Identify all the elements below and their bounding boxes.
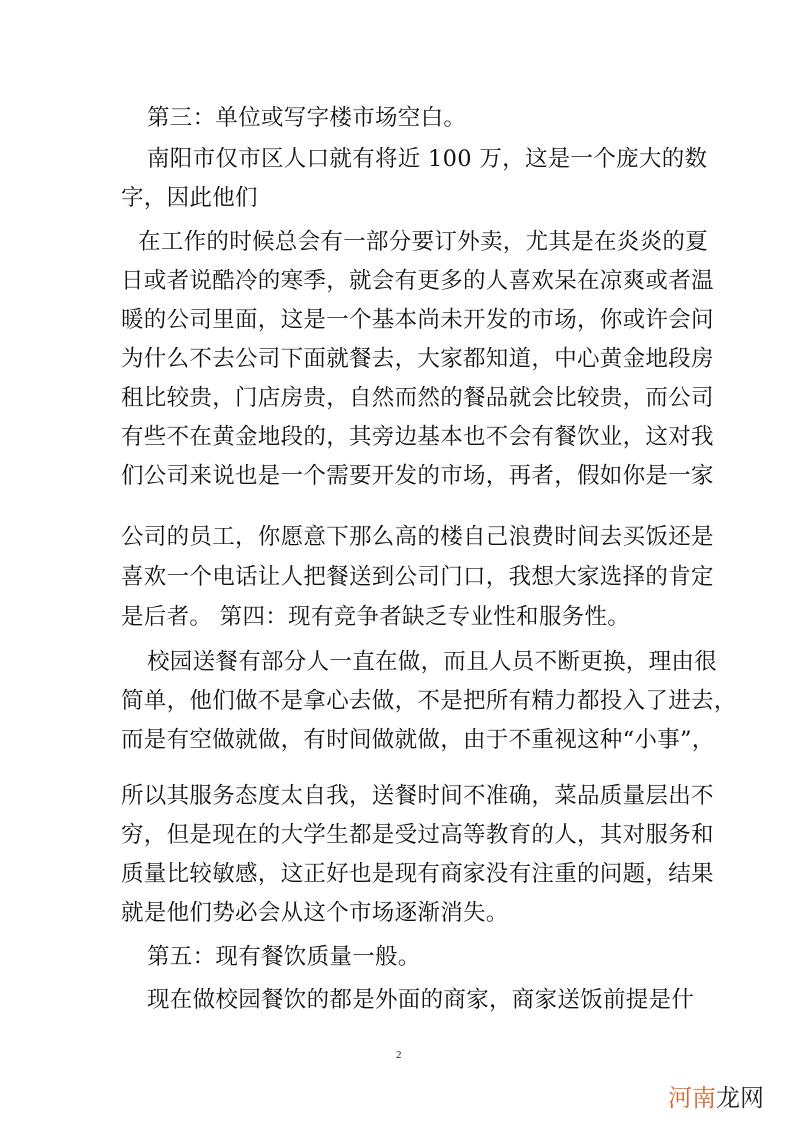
text-line: 是后者。 第四：现有竞争者缺乏专业性和服务性。	[121, 604, 631, 630]
text-line: 穷，但是现在的大学生都是受过高等教育的人，其对服务和	[121, 822, 714, 848]
text-line: 有些不在黄金地段的，其旁边基本也不会有餐饮业，这对我	[121, 424, 714, 450]
text-line: 现在做校园餐饮的都是外面的商家，商家送饭前提是什	[147, 987, 695, 1013]
text-line: 暖的公司里面，这是一个基本尚未开发的市场，你或许会问	[121, 307, 714, 333]
site-watermark	[668, 1078, 764, 1113]
text-line: 南阳市仅市区人口就有将近 100 万，这是一个庞大的数	[147, 146, 708, 172]
text-line: 第三：单位或写字楼市场空白。	[147, 105, 467, 131]
text-line: 校园送餐有部分人一直在做，而且人员不断更换，理由很	[147, 649, 718, 675]
text-line: 喜欢一个电话让人把餐送到公司门口，我想大家选择的肯定	[121, 564, 714, 590]
page-number: 2	[396, 1049, 402, 1061]
text-line: 质量比较敏感，这正好也是现有商家没有注重的问题，结果	[121, 861, 714, 887]
watermark-accent-text: 河南	[668, 1084, 716, 1112]
text-line: 简单，他们做不是拿心去做，不是把所有精力都投入了进去，	[121, 688, 737, 714]
text-line: 而是有空做就做，有时间做就做，由于不重视这种“小事”，	[121, 727, 715, 753]
text-line: 所以其服务态度太自我，送餐时间不准确，菜品质量层出不	[121, 783, 714, 809]
text-line: 租比较贵，门店房贵，自然而然的餐品就会比较贵，而公司	[121, 385, 714, 411]
text-line: 字，因此他们	[121, 185, 258, 211]
text-line: 就是他们势必会从这个市场逐渐消失。	[121, 900, 509, 926]
watermark-dark-text: 龙网	[716, 1084, 764, 1112]
text-line: 公司的员工，你愿意下那么高的楼自己浪费时间去买饭还是	[121, 524, 714, 550]
text-line: 在工作的时候总会有一部分要订外卖，尤其是在炎炎的夏	[138, 229, 709, 255]
text-line: 们公司来说也是一个需要开发的市场，再者，假如你是一家	[121, 463, 714, 489]
text-line: 第五：现有餐饮质量一般。	[147, 944, 421, 970]
text-line: 为什么不去公司下面就餐去，大家都知道，中心黄金地段房	[121, 346, 714, 372]
text-line: 日或者说酷冷的寒季，就会有更多的人喜欢呆在凉爽或者温	[121, 268, 714, 294]
